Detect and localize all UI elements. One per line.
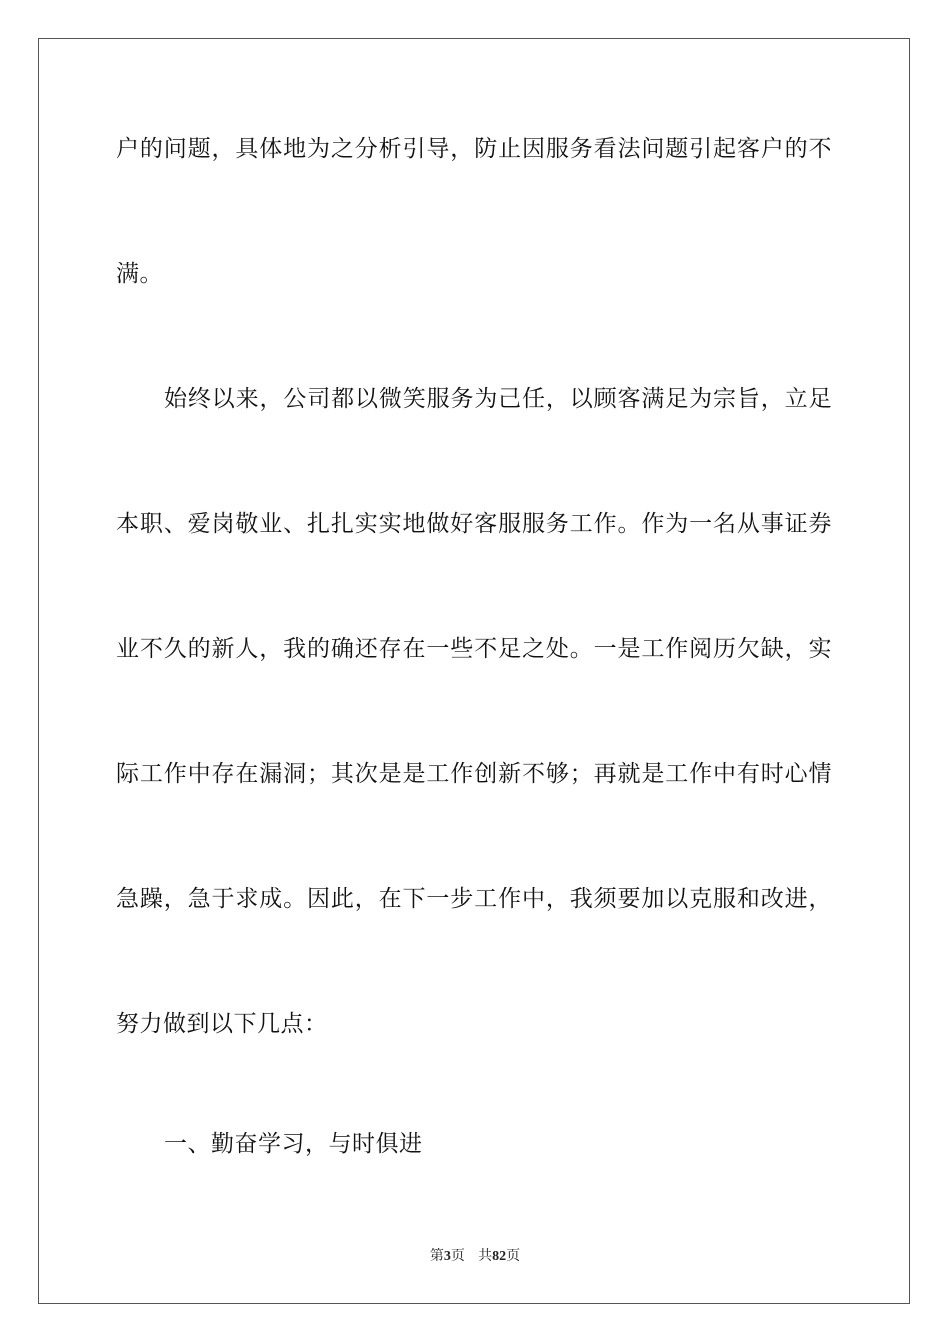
total-prefix: 共 <box>478 1248 493 1264</box>
paragraph-start-line: 始终以来，公司都以微笑服务为己任，以顾客满足为宗旨，立足 <box>164 386 832 412</box>
body-line-4: 本职、爱岗敬业、扎扎实实地做好客服服务工作。作为一名从事证券 <box>116 511 832 537</box>
page-unit: 页 <box>450 1248 465 1264</box>
body-line-2: 满。 <box>116 261 163 287</box>
section-heading: 一、勤奋学习，与时俱进 <box>164 1131 423 1157</box>
body-line-8: 努力做到以下几点： <box>116 1011 328 1037</box>
page-border <box>38 38 910 1304</box>
page-total: 82 <box>492 1249 507 1264</box>
body-line-5: 业不久的新人，我的确还存在一些不足之处。一是工作阅历欠缺，实 <box>116 636 832 662</box>
body-line-1: 户的问题，具体地为之分析引导，防止因服务看法问题引起客户的不 <box>116 136 832 162</box>
body-line-7: 急躁，急于求成。因此，在下一步工作中，我须要加以克服和改进， <box>116 886 832 912</box>
page-current: 3 <box>443 1249 451 1264</box>
total-unit: 页 <box>506 1248 521 1264</box>
page-footer <box>0 1247 950 1266</box>
page-prefix: 第 <box>429 1248 444 1264</box>
body-line-6: 际工作中存在漏洞；其次是是工作创新不够；再就是工作中有时心情 <box>116 761 832 787</box>
